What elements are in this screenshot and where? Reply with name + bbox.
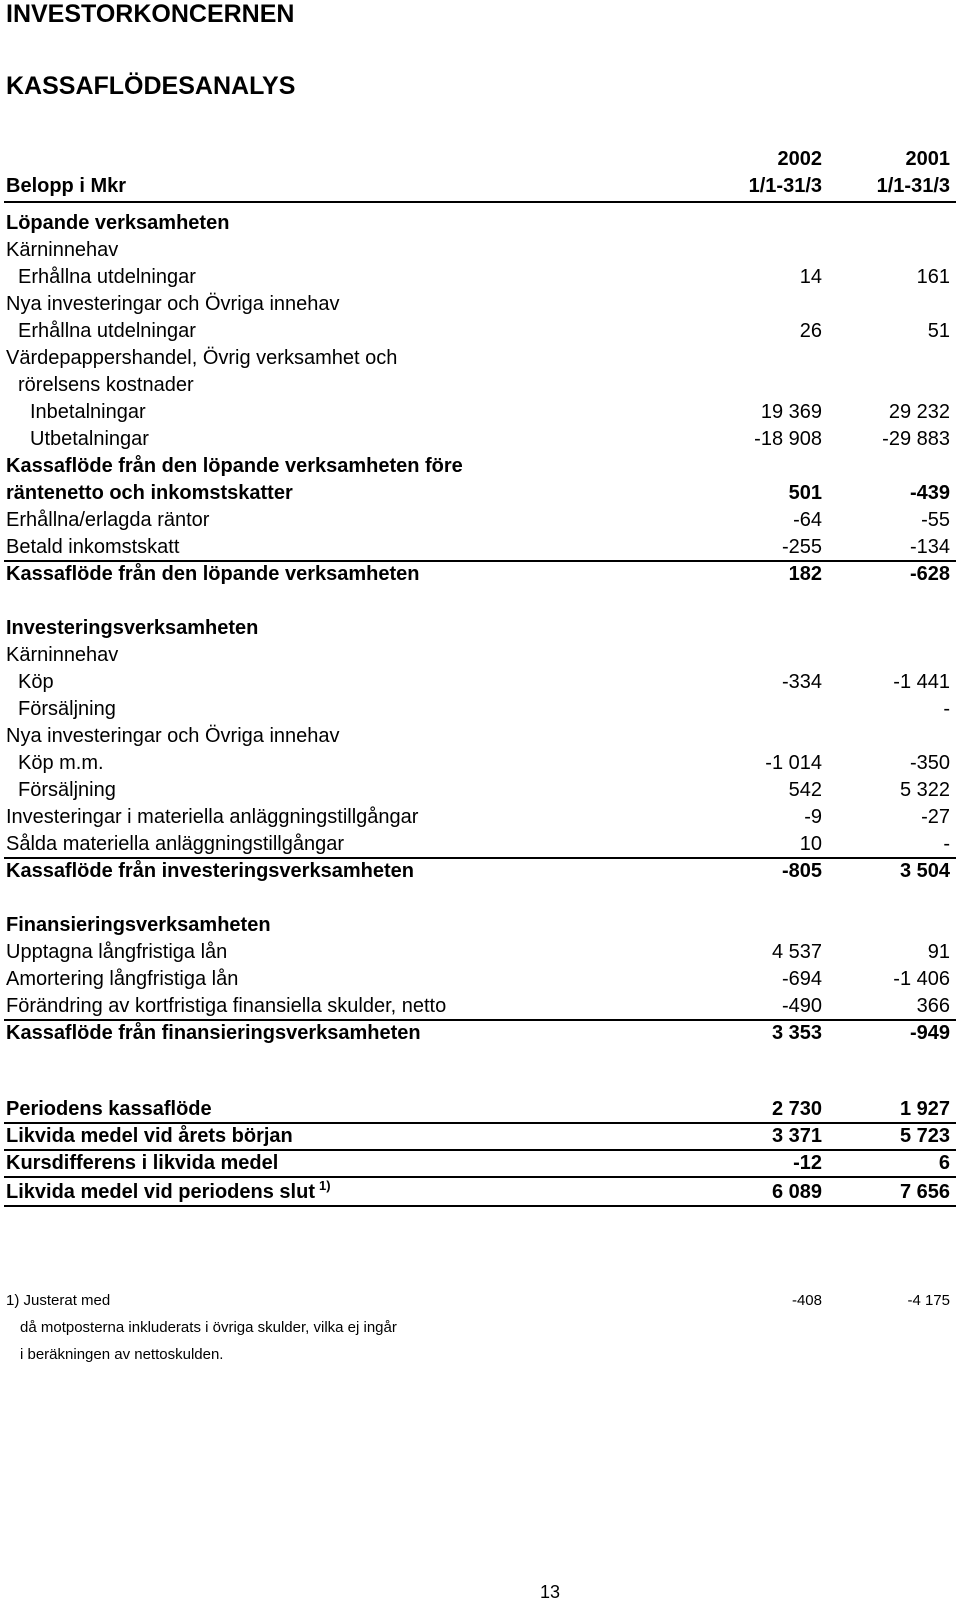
table-row [0, 885, 960, 912]
row-label: Utbetalningar [30, 428, 149, 450]
row-value-2001: -1 441 [893, 671, 950, 693]
row-value-2002: -694 [781, 968, 822, 990]
summary-label [6, 1179, 331, 1207]
row-value-2002: -9 [804, 806, 822, 828]
table-row [0, 453, 960, 480]
row-value-2002: 542 [788, 779, 822, 801]
summary-row [0, 1179, 960, 1206]
row-label: Sålda materiella anläggningstillgångar [6, 833, 344, 855]
summary-label-text: Likvida medel vid årets början [6, 1125, 293, 1147]
row-value-2001: -350 [909, 752, 950, 774]
row-value-2001: -29 883 [882, 428, 950, 450]
row-value-2001: - [943, 833, 950, 855]
row-label: Finansieringsverksamheten [6, 914, 271, 936]
row-value-2002: -255 [781, 536, 822, 558]
table-row [0, 237, 960, 264]
table-row [0, 696, 960, 723]
table-row [0, 804, 960, 831]
row-value-2001: 51 [927, 320, 950, 342]
table-row [0, 345, 960, 372]
table-row [0, 777, 960, 804]
summary-row [0, 1123, 960, 1150]
table-row [0, 993, 960, 1020]
row-value-2002: -1 014 [765, 752, 822, 774]
table-row [0, 723, 960, 750]
row-label: Inbetalningar [30, 401, 146, 423]
row-label: Försäljning [18, 698, 116, 720]
table-row [0, 534, 960, 561]
table-row [0, 507, 960, 534]
row-value-2002: -334 [781, 671, 822, 693]
summary-label-text: Periodens kassaflöde [6, 1098, 212, 1120]
footnote-ref: 1) [318, 1178, 331, 1193]
row-value-2002: 501 [788, 482, 822, 504]
table-row [0, 966, 960, 993]
row-value-2001: 161 [916, 266, 950, 288]
table-row [0, 858, 960, 885]
footnote-text-line2: då motposterna inkluderats i övriga skulder, vilka ej ingår [20, 1319, 397, 1336]
row-value-2001: -134 [909, 536, 950, 558]
row-label: Försäljning [18, 779, 116, 801]
table-row [0, 426, 960, 453]
row-value-2002: 26 [799, 320, 822, 342]
col2-period: 1/1-31/3 [876, 175, 950, 197]
summary-label [6, 1123, 293, 1150]
row-value-2002: 3 353 [771, 1022, 822, 1044]
row-value-2002: 19 369 [760, 401, 822, 423]
footnote-label: 1) Justerat med [6, 1292, 111, 1309]
summary-value-2001: 1 927 [899, 1098, 950, 1120]
summary-value-2001: 5 723 [899, 1125, 950, 1147]
row-value-2001: -27 [921, 806, 950, 828]
row-label: Kassaflöde från den löpande verksamheten före [6, 455, 463, 477]
row-value-2002: 4 537 [771, 941, 822, 963]
table-row [0, 750, 960, 777]
row-value-2001: - [943, 698, 950, 720]
row-value-2001: -949 [909, 1022, 950, 1044]
row-label: Erhållna utdelningar [18, 320, 196, 342]
row-label: Kassaflöde från finansieringsverksamheten [6, 1022, 421, 1044]
row-value-2002: 182 [788, 563, 822, 585]
summary-label-text: Kursdifferens i likvida medel [6, 1152, 279, 1174]
row-label: Löpande verksamheten [6, 212, 230, 234]
table-row [0, 939, 960, 966]
summary-value-2002: 3 371 [771, 1125, 822, 1147]
row-value-2001: -439 [909, 482, 950, 504]
row-value-2002: 14 [799, 266, 822, 288]
row-label: Kärninnehav [6, 644, 119, 666]
summary-value-2001: 6 [938, 1152, 950, 1174]
table-row [0, 291, 960, 318]
summary-value-2002: -12 [793, 1152, 822, 1174]
table-row [0, 318, 960, 345]
col1-year: 2002 [777, 148, 822, 170]
col1-period: 1/1-31/3 [748, 175, 822, 197]
row-value-2001: 3 504 [899, 860, 950, 882]
row-value-2002: -805 [781, 860, 822, 882]
table-row [0, 210, 960, 237]
row-label: Erhållna utdelningar [18, 266, 196, 288]
summary-value-2002: 6 089 [771, 1181, 822, 1203]
col2-year: 2001 [905, 148, 950, 170]
row-label: Köp m.m. [18, 752, 104, 774]
row-label: Upptagna långfristiga lån [6, 941, 228, 963]
table-row [0, 588, 960, 615]
unit-label: Belopp i Mkr [6, 175, 127, 197]
table-row [0, 1020, 960, 1047]
table-row [0, 615, 960, 642]
row-label: Förändring av kortfristiga finansiella skulder, netto [6, 995, 447, 1017]
row-value-2002: -64 [793, 509, 822, 531]
row-value-2001: 366 [916, 995, 950, 1017]
summary-row [0, 1096, 960, 1123]
footnote-text-line3: i beräkningen av nettoskulden. [20, 1346, 224, 1363]
row-label: räntenetto och inkomstskatter [6, 482, 293, 504]
table-row [0, 669, 960, 696]
row-value-2001: -1 406 [893, 968, 950, 990]
row-value-2001: 91 [927, 941, 950, 963]
summary-value-2002: 2 730 [771, 1098, 822, 1120]
row-label: rörelsens kostnader [18, 374, 194, 396]
footnote-value-2001: -4 175 [907, 1292, 950, 1309]
table-row [0, 399, 960, 426]
page-number: 13 [539, 1582, 561, 1602]
table-row [0, 264, 960, 291]
row-label: Investeringsverksamheten [6, 617, 259, 639]
row-value-2001: -628 [909, 563, 950, 585]
row-value-2002: -490 [781, 995, 822, 1017]
summary-label-text: Likvida medel vid periodens slut [6, 1181, 315, 1203]
row-value-2001: 29 232 [888, 401, 950, 423]
row-label: Kassaflöde från investeringsverksamheten [6, 860, 414, 882]
table-row [0, 912, 960, 939]
row-label: Erhållna/erlagda räntor [6, 509, 210, 531]
summary-label [6, 1150, 278, 1177]
row-label: Investeringar i materiella anläggningstillgångar [6, 806, 419, 828]
row-value-2001: 5 322 [899, 779, 950, 801]
table-row [0, 831, 960, 858]
row-label: Betald inkomstskatt [6, 536, 180, 558]
summary-row [0, 1150, 960, 1177]
row-label: Kassaflöde från den löpande verksamheten [6, 563, 420, 585]
row-value-2002: -18 908 [754, 428, 822, 450]
group-title: INVESTORKONCERNEN [6, 0, 295, 28]
report-title: KASSAFLÖDESANALYS [6, 72, 296, 100]
table-row [0, 642, 960, 669]
row-label: Nya investeringar och Övriga innehav [6, 293, 340, 315]
row-label: Amortering långfristiga lån [6, 968, 239, 990]
summary-value-2001: 7 656 [899, 1181, 950, 1203]
row-value-2001: -55 [921, 509, 950, 531]
row-label: Värdepappershandel, Övrig verksamhet och [6, 347, 398, 369]
footnote-value-2002: -408 [791, 1292, 822, 1309]
row-value-2002: 10 [799, 833, 822, 855]
table-row [0, 561, 960, 588]
summary-label [6, 1096, 212, 1123]
table-row [0, 480, 960, 507]
table-row [0, 372, 960, 399]
row-label: Kärninnehav [6, 239, 119, 261]
row-label: Köp [18, 671, 54, 693]
row-label: Nya investeringar och Övriga innehav [6, 725, 340, 747]
